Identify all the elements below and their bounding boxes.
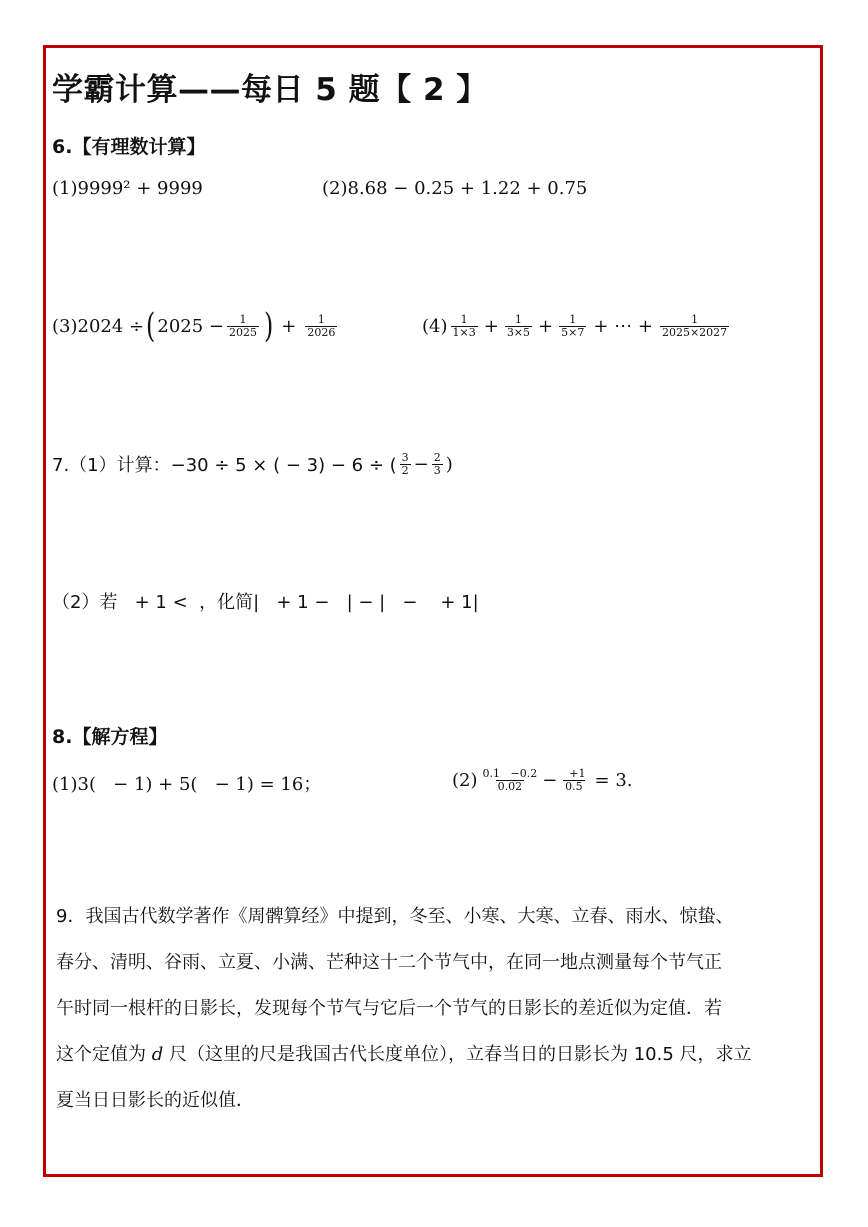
q7-part1-fraction-2 (432, 452, 443, 477)
fraction-numerator: 3 (401, 450, 409, 464)
q6-part4-fraction-1 (451, 314, 478, 339)
q8-part2-tail: = 3. (594, 769, 633, 791)
q8-heading: 8.【解方程】 (52, 726, 168, 748)
q9-line-2: 春分、清明、谷雨、立夏、小满、芒种这十二个节气中，在同一地点测量每个节气正 (56, 952, 722, 973)
q6-part3-plus: + (281, 315, 297, 337)
q6-part4-plus-1: + (483, 315, 499, 337)
q9-line-5: 夏当日日影长的近似值． (56, 1090, 254, 1111)
q8-part2-fraction-2 (560, 768, 587, 793)
q6-part4 (422, 306, 732, 346)
q9-paragraph (56, 894, 816, 1124)
q6-part4-ellipsis: + ⋯ + (593, 315, 653, 337)
q7-part1-fraction-1 (400, 452, 411, 477)
fraction-numerator: 1 (514, 312, 522, 326)
q6-part3-fraction-1 (227, 314, 259, 339)
q8-part2-lead: (2) (452, 769, 478, 791)
fraction-numerator: 1 (317, 312, 325, 326)
q7-part1 (52, 446, 453, 482)
q7-part2: （2）若 + 1 < ，化简| + 1 − | − | − + 1| (52, 592, 479, 613)
q9-line-4-end: 尺（这里的尺是我国古代长度单位），立春当日的日影长为 10.5 尺，求立 (169, 1044, 752, 1065)
q6-part4-fraction-2 (505, 314, 532, 339)
q9-line-4-start: 这个定值为 (56, 1044, 146, 1065)
q8-part2-minus: − (542, 769, 558, 791)
q9-line-3: 午时同一根杆的日影长，发现每个节气与它后一个节气的日影长的差近似为定值．若 (56, 998, 722, 1019)
fraction-denominator: 2025 (229, 325, 257, 339)
q6-part3 (52, 306, 340, 346)
q6-heading: 6.【有理数计算】 (52, 136, 206, 158)
fraction-denominator: 0.5 (565, 779, 583, 793)
q9-line-4 (56, 1032, 816, 1078)
q6-part3-lead: (3)2024 ÷ (52, 315, 145, 337)
fraction-denominator: 2026 (307, 325, 336, 339)
q6-part3-mid: 2025 − (157, 315, 224, 337)
q9-line-1: 9．我国古代数学著作《周髀算经》中提到，冬至、小寒、大寒、立春、雨水、惊蛰、 (56, 906, 734, 927)
q6-part4-plus-2: + (538, 315, 554, 337)
fraction-numerator: 0.1 −0.2 (482, 766, 538, 780)
q9-variable-d: d (151, 1044, 164, 1065)
fraction-denominator: 3×5 (506, 325, 531, 339)
q6-part4-lead: (4) (422, 315, 448, 337)
q6-part1: (1)9999² + 9999 (52, 178, 203, 199)
fraction-numerator: 2 (433, 450, 441, 464)
q6-part4-fraction-last (660, 314, 729, 339)
q6-part3-open-paren: ( (146, 306, 156, 346)
q6-part3-close-paren: ) (263, 306, 274, 346)
q8-part2 (452, 762, 633, 798)
page-title: 学霸计算——每日 5 题【 2 】 (52, 72, 488, 108)
fraction-numerator: 1 (569, 312, 577, 326)
q7-part1-minus: − (413, 453, 429, 475)
fraction-numerator: +1 (562, 766, 586, 780)
fraction-denominator: 0.02 (497, 779, 523, 793)
fraction-numerator: 1 (691, 312, 699, 326)
q6-part4-fraction-3 (559, 314, 586, 339)
q6-part3-fraction-2 (305, 314, 337, 339)
q7-part1-close: ) (445, 453, 453, 475)
fraction-numerator: 1 (239, 312, 247, 326)
q8-part1: (1)3( − 1) + 5( − 1) = 16； (52, 774, 322, 795)
q6-part2: (2)8.68 − 0.25 + 1.22 + 0.75 (322, 178, 588, 199)
fraction-denominator: 2 (401, 463, 409, 477)
q8-part2-fraction-1 (481, 768, 540, 793)
fraction-denominator: 2025×2027 (661, 325, 728, 339)
fraction-denominator: 3 (433, 463, 441, 477)
fraction-numerator: 1 (460, 312, 468, 326)
q7-part1-lead: 7.（1）计算：−30 ÷ 5 × ( − 3) − 6 ÷ ( (52, 455, 397, 476)
fraction-denominator: 5×7 (561, 325, 585, 339)
fraction-denominator: 1×3 (452, 325, 476, 339)
